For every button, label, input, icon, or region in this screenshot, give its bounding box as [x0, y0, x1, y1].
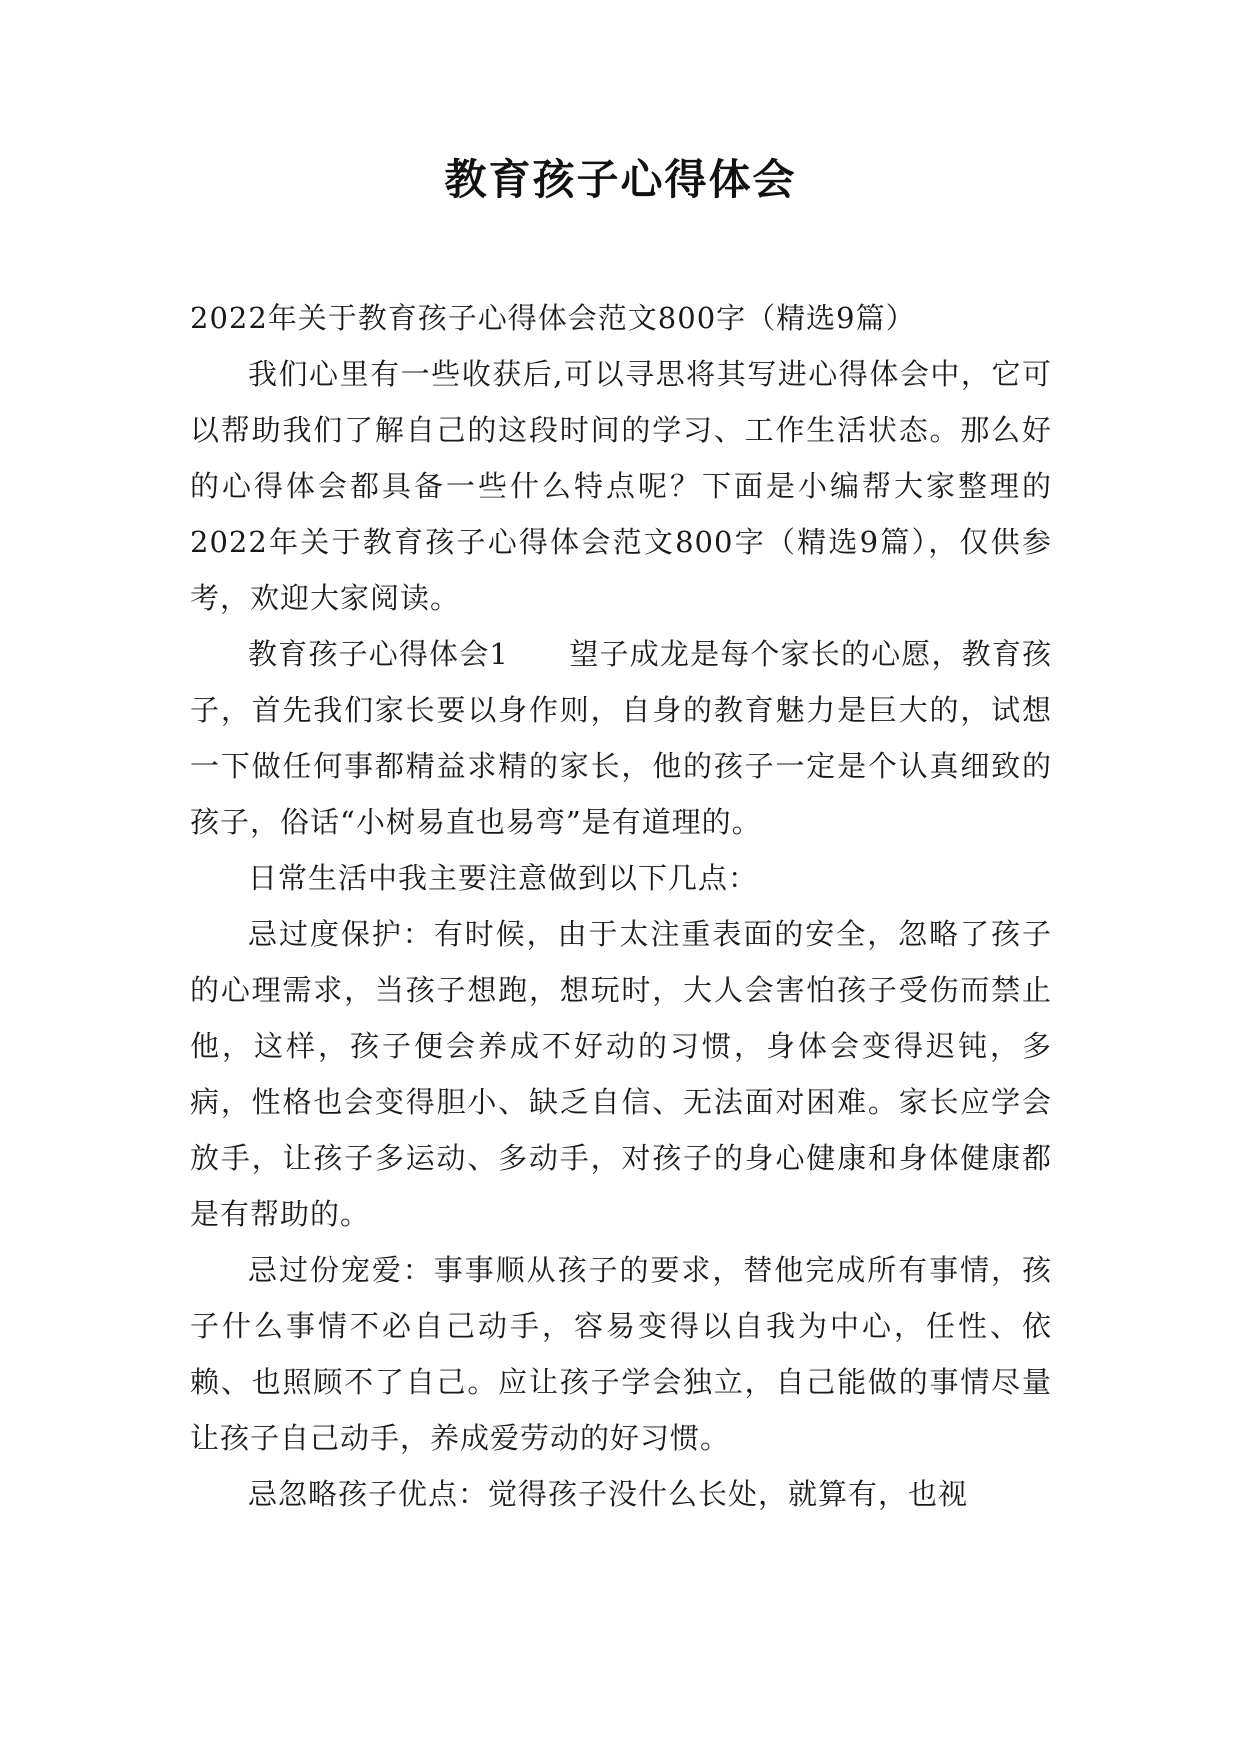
document-subtitle: 2022年关于教育孩子心得体会范文800字（精选9篇） — [190, 301, 916, 335]
paragraph-section-1: 教育孩子心得体会1 望子成龙是每个家长的心愿，教育孩子，首先我们家长要以身作则，自身的教育魅力是巨大的，试想一下做任何事都精益求精的家长，他的孩子一定是个认真细致的孩子，俗话“小树易直也易弯”是有道理的。 — [190, 637, 1052, 839]
paragraph-ignore-strengths: 忌忽略孩子优点：觉得孩子没什么长处，就算有，也视 — [248, 1477, 969, 1511]
paragraph-intro: 我们心里有一些收获后,可以寻思将其写进心得体会中，它可以帮助我们了解自己的这段时间的学习、工作生活状态。那么好的心得体会都具备一些什么特点呢？下面是小编帮大家整理的2022年关于教育孩子心得体会范文800字（精选9篇），仅供参考，欢迎大家阅读。 — [190, 357, 1052, 615]
document-title: 教育孩子心得体会 — [444, 155, 797, 204]
paragraph-daily-points: 日常生活中我主要注意做到以下几点： — [248, 861, 759, 895]
paragraph-overprotection: 忌过度保护：有时候，由于太注重表面的安全，忽略了孩子的心理需求，当孩子想跑，想玩时，大人会害怕孩子受伤而禁止他，这样，孩子便会养成不好动的习惯，身体会变得迟钝，多病，性格也会变得胆小、缺乏自信、无法面对困难。家长应学会放手，让孩子多运动、多动手，对孩子的身心健康和身体健康都是有帮助的。 — [190, 917, 1052, 1231]
paragraph-overindulgence: 忌过份宠爱：事事顺从孩子的要求，替他完成所有事情，孩子什么事情不必自己动手，容易变得以自我为中心，任性、依赖、也照顾不了自己。应让孩子学会独立，自己能做的事情尽量让孩子自己动手，养成爱劳动的好习惯。 — [190, 1253, 1052, 1455]
document-body — [190, 290, 1052, 1522]
